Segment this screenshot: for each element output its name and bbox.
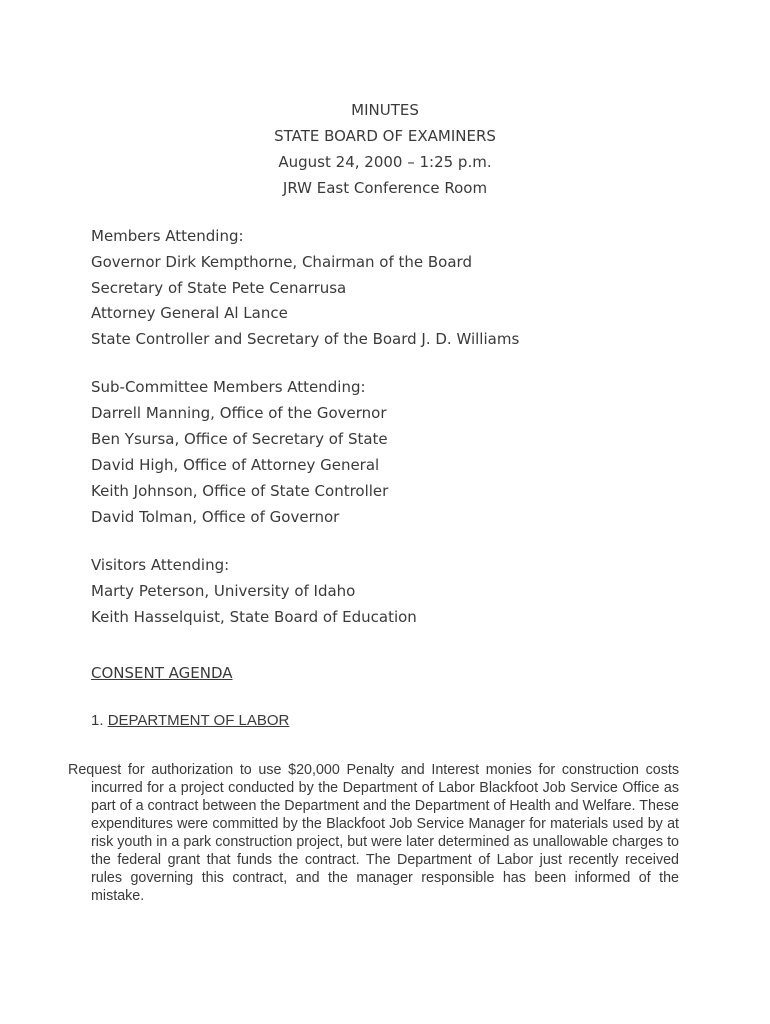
- member-item: Governor Dirk Kempthorne, Chairman of the Board: [91, 253, 472, 271]
- member-item: Attorney General Al Lance: [91, 304, 288, 322]
- members-heading: Members Attending:: [91, 227, 244, 245]
- visitor-item: Marty Peterson, University of Idaho: [91, 582, 356, 600]
- visitor-item: Keith Hasselquist, State Board of Education: [91, 608, 417, 626]
- agenda-item-heading: [91, 711, 289, 731]
- agenda-item-number: 1.: [91, 712, 104, 729]
- subcommittee-heading: Sub-Committee Members Attending:: [91, 378, 366, 396]
- subcommittee-item: Ben Ysursa, Office of Secretary of State: [91, 430, 388, 448]
- subcommittee-item: Darrell Manning, Office of the Governor: [91, 404, 387, 422]
- member-item: Secretary of State Pete Cenarrusa: [91, 279, 347, 297]
- agenda-item-title: DEPARTMENT OF LABOR: [107, 712, 290, 729]
- member-item: State Controller and Secretary of the Board J. D. Williams: [91, 330, 520, 348]
- visitors-heading: Visitors Attending:: [91, 556, 230, 574]
- subcommittee-item: Keith Johnson, Office of State Controller: [91, 482, 389, 500]
- subcommittee-item: David Tolman, Office of Governor: [91, 508, 340, 526]
- agenda-item-paragraph: Request for authorization to use $20,000 Penalty and Interest monies for construction costs incurred for a project conducted by the Department of Labor Blackfoot Job Service Office as part of a contract between the Department and the Department of Health and Welfare. These expenditures were committed by the Blackfoot Job Service Manager for materials used by at risk youth in a park construction project, but were later determined as unallowable charges to the federal grant that funds the contract. The Department of Labor just recently received rules governing this contract, and the manager responsible has been informed of the mistake.: [68, 762, 679, 904]
- board-name: STATE BOARD OF EXAMINERS: [274, 127, 496, 145]
- meeting-datetime: August 24, 2000 – 1:25 p.m.: [278, 153, 492, 171]
- consent-agenda-heading: CONSENT AGENDA: [91, 664, 233, 682]
- meeting-location: JRW East Conference Room: [282, 179, 488, 197]
- subcommittee-item: David High, Office of Attorney General: [91, 456, 380, 474]
- document-title: MINUTES: [351, 101, 419, 119]
